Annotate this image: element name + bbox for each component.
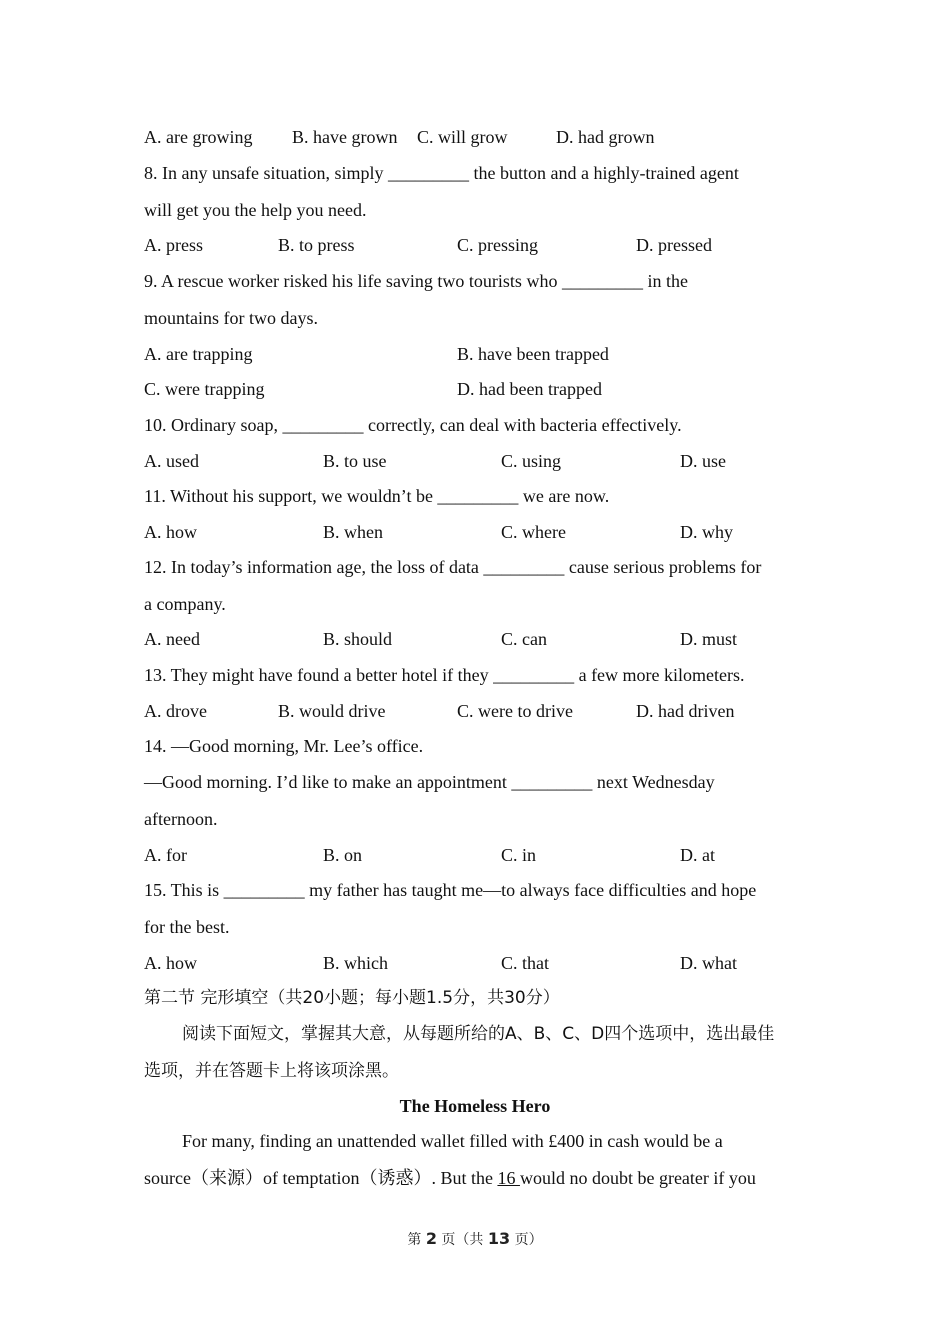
footer-pre: 第 xyxy=(407,1232,426,1248)
q14-option-a: A. for xyxy=(144,845,187,865)
q14-option-b: B. on xyxy=(323,845,363,865)
q10-option-c: C. using xyxy=(501,451,562,471)
footer-post: 页） xyxy=(510,1232,543,1248)
q11-stem: 11. Without his support, we wouldn’t be _________ we are now. xyxy=(144,486,610,506)
section-instruction-line2: 选项，并在答题卡上将该项涂黑。 xyxy=(144,1061,399,1081)
q11-option-b: B. when xyxy=(323,522,383,542)
q15-option-b: B. which xyxy=(323,953,388,973)
q9-option-a: A. are trapping xyxy=(144,344,253,364)
q8-option-b: B. to press xyxy=(278,235,355,255)
passage-line2-end: would no doubt be greater if you xyxy=(519,1168,756,1188)
q9-option-c: C. were trapping xyxy=(144,379,265,399)
q14-stem-line2: —Good morning. I’d like to make an appointment _________ next Wednesday xyxy=(144,772,715,792)
q10-option-a: A. used xyxy=(144,451,199,471)
q15-option-c: C. that xyxy=(501,953,549,973)
q7-option-c: C. will grow xyxy=(417,127,508,147)
q8-option-a: A. press xyxy=(144,235,203,255)
q13-option-a: A. drove xyxy=(144,701,207,721)
passage-line1: For many, finding an unattended wallet filled with £400 in cash would be a xyxy=(182,1131,723,1151)
blank-16: 16 xyxy=(497,1168,520,1188)
q9-stem-line2: mountains for two days. xyxy=(144,308,318,328)
q7-option-b: B. have grown xyxy=(292,127,398,147)
footer-total-pages: 13 xyxy=(487,1229,511,1248)
q10-option-b: B. to use xyxy=(323,451,387,471)
q11-option-c: C. where xyxy=(501,522,566,542)
q8-option-c: C. pressing xyxy=(457,235,538,255)
q8-stem-line1: 8. In any unsafe situation, simply _________ the button and a highly-trained agent xyxy=(144,163,739,183)
q12-option-a: A. need xyxy=(144,629,200,649)
q8-stem-line2: will get you the help you need. xyxy=(144,200,367,220)
passage-line2-start: source（来源）of temptation（诱惑）. But the xyxy=(144,1168,498,1188)
q14-option-c: C. in xyxy=(501,845,537,865)
q13-option-c: C. were to drive xyxy=(457,701,573,721)
q14-stem-line3: afternoon. xyxy=(144,809,218,829)
q12-option-b: B. should xyxy=(323,629,393,649)
footer-page-number: 2 xyxy=(425,1229,437,1248)
q7-option-a: A. are growing xyxy=(144,127,253,147)
q10-stem: 10. Ordinary soap, _________ correctly, can deal with bacteria effectively. xyxy=(144,415,682,435)
q12-stem-line1: 12. In today’s information age, the loss of data _________ cause serious problems for xyxy=(144,557,762,577)
q9-option-d: D. had been trapped xyxy=(457,379,602,399)
q9-stem-line1: 9. A rescue worker risked his life saving two tourists who _________ in the xyxy=(144,271,688,291)
q12-stem-line2: a company. xyxy=(144,594,226,614)
passage-title: The Homeless Hero xyxy=(399,1096,551,1116)
q7-option-d: D. had grown xyxy=(556,127,655,147)
q15-stem-line2: for the best. xyxy=(144,917,230,937)
q10-option-d: D. use xyxy=(680,451,726,471)
page-footer xyxy=(0,1229,950,1249)
q12-option-c: C. can xyxy=(501,629,547,649)
q13-option-b: B. would drive xyxy=(278,701,386,721)
section-heading: 第二节 完形填空（共20小题；每小题1.5分，共30分） xyxy=(144,988,560,1008)
section-instruction-line1: 阅读下面短文，掌握其大意，从每题所给的A、B、C、D四个选项中，选出最佳 xyxy=(182,1024,775,1044)
passage-line2 xyxy=(144,1167,756,1189)
q15-option-d: D. what xyxy=(680,953,737,973)
q11-option-d: D. why xyxy=(680,522,733,542)
q14-option-d: D. at xyxy=(680,845,715,865)
q15-stem-line1: 15. This is _________ my father has taught me—to always face difficulties and hope xyxy=(144,880,757,900)
q15-option-a: A. how xyxy=(144,953,197,973)
footer-mid: 页（共 xyxy=(436,1232,488,1248)
q9-option-b: B. have been trapped xyxy=(457,344,609,364)
q13-option-d: D. had driven xyxy=(636,701,735,721)
q8-option-d: D. pressed xyxy=(636,235,712,255)
q12-option-d: D. must xyxy=(680,629,738,649)
q14-stem-line1: 14. —Good morning, Mr. Lee’s office. xyxy=(144,736,424,756)
q11-option-a: A. how xyxy=(144,522,197,542)
q13-stem: 13. They might have found a better hotel if they _________ a few more kilometers. xyxy=(144,665,745,685)
